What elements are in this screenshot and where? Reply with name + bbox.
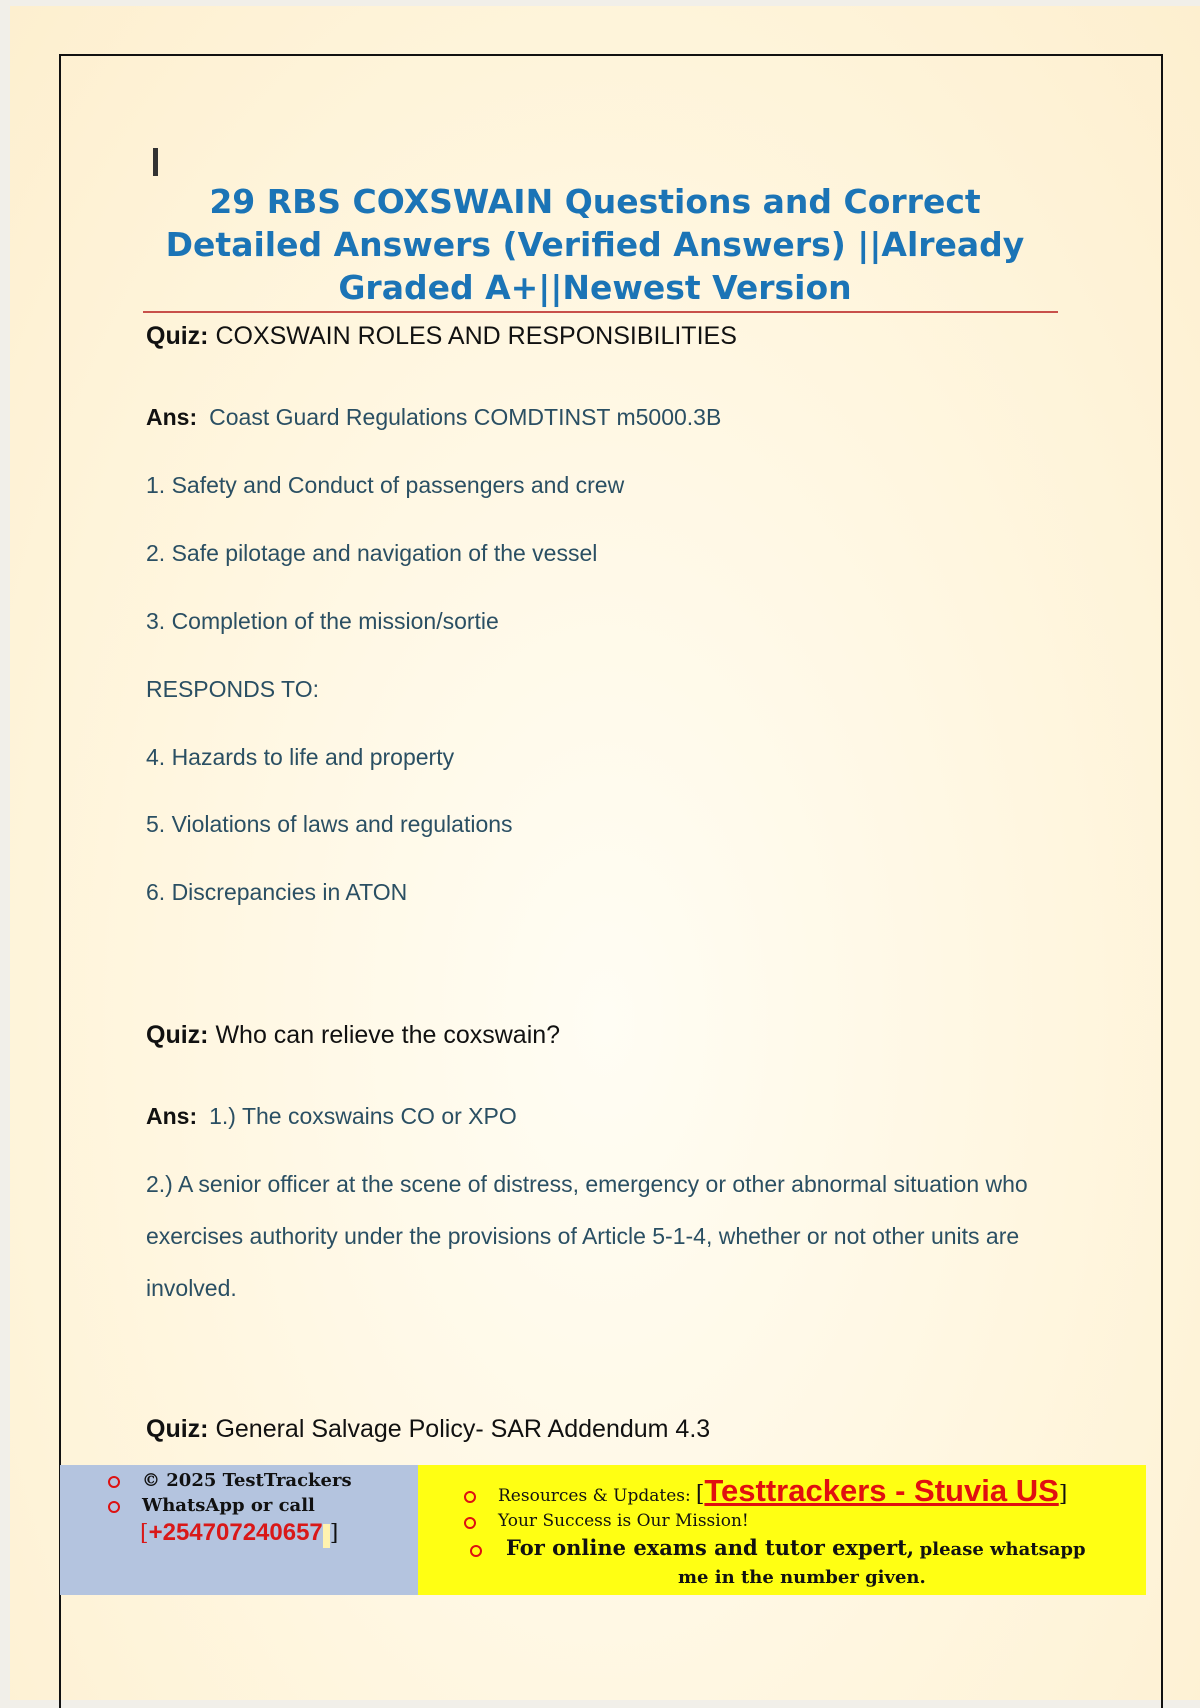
- ans-label: Ans:: [146, 404, 198, 430]
- bullet-icon: [108, 1476, 120, 1488]
- answer-2-text: 1.) The coxswains CO or XPO: [209, 1103, 517, 1129]
- answer-1: [146, 404, 721, 431]
- quiz-label: Quiz:: [146, 1021, 209, 1049]
- quiz-1: [146, 322, 737, 351]
- footer-resources-link[interactable]: Testtrackers - Stuvia US: [704, 1473, 1059, 1508]
- footer-info-panel: [418, 1465, 1146, 1595]
- footer-resources-label: Resources & Updates:: [498, 1486, 691, 1506]
- document-title: 29 RBS COXSWAIN Questions and Correct Detailed Answers (Verified Answers) ||Already Graded A+||Newest Version: [165, 182, 1025, 307]
- footer-tutor-small: please whatsapp: [919, 1539, 1086, 1560]
- answer-2: [146, 1103, 517, 1130]
- answer-2-paragraph: 2.) A senior officer at the scene of distress, emergency or other abnormal situation who exercises authority under the provisions of Article 5-1-4, whether or not other units are involved.: [146, 1171, 1028, 1301]
- footer-whatsapp-label: WhatsApp or call: [142, 1495, 315, 1516]
- title-underline: [143, 311, 1058, 313]
- answer-1-text: Coast Guard Regulations COMDTINST m5000.3B: [209, 404, 722, 430]
- quiz-3-question: General Salvage Policy- SAR Addendum 4.3: [215, 1415, 711, 1443]
- cursor-highlight: [323, 1524, 330, 1548]
- answer-1-line-5: 5. Violations of laws and regulations: [146, 811, 513, 837]
- quiz-label: Quiz:: [146, 322, 209, 350]
- bullet-icon: [470, 1545, 482, 1557]
- footer-tutor-line-2: me in the number given.: [678, 1567, 926, 1588]
- answer-1-line-1: 1. Safety and Conduct of passengers and crew: [146, 472, 625, 498]
- ans-label: Ans:: [146, 1103, 198, 1129]
- bullet-icon: [464, 1491, 476, 1503]
- answer-1-line-2: 2. Safe pilotage and navigation of the vessel: [146, 540, 598, 566]
- quiz-2: [146, 1021, 560, 1050]
- answer-1-line-4: 4. Hazards to life and property: [146, 744, 455, 770]
- quiz-3: [146, 1415, 710, 1444]
- footer-phone-line: [+254707240657 ]: [140, 1519, 339, 1546]
- footer-phone[interactable]: +254707240657: [148, 1519, 323, 1546]
- answer-1-line-3: 3. Completion of the mission/sortie: [146, 608, 499, 634]
- text-cursor: [153, 148, 158, 176]
- quiz-label: Quiz:: [146, 1415, 209, 1443]
- footer-tutor-big: For online exams and tutor expert,: [506, 1535, 915, 1560]
- footer-contact-panel: [60, 1465, 418, 1595]
- bullet-icon: [464, 1517, 476, 1529]
- footer-mission: Your Success is Our Mission!: [498, 1511, 749, 1531]
- footer-tutor-line-1: [506, 1535, 1086, 1560]
- footer-resources-line: Resources & Updates: [Testtrackers - Stuvia US]: [498, 1473, 1068, 1508]
- footer-copyright: © 2025 TestTrackers: [142, 1470, 352, 1491]
- bullet-icon: [108, 1501, 120, 1513]
- answer-1-line-6: 6. Discrepancies in ATON: [146, 879, 408, 905]
- quiz-2-question: Who can relieve the coxswain?: [215, 1021, 561, 1049]
- answer-1-responds-to: RESPONDS TO:: [146, 676, 319, 702]
- quiz-1-question: COXSWAIN ROLES AND RESPONSIBILITIES: [215, 322, 737, 350]
